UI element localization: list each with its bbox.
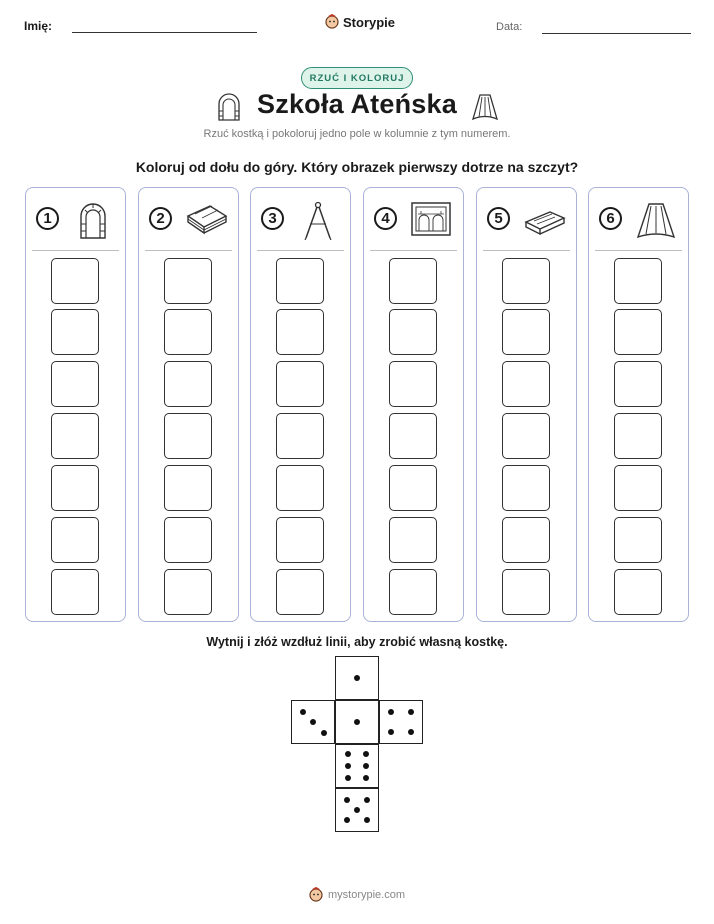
dice-pip bbox=[345, 763, 351, 769]
color-cell[interactable] bbox=[276, 569, 324, 615]
color-cell[interactable] bbox=[276, 465, 324, 511]
column-header bbox=[251, 188, 350, 250]
color-cell[interactable] bbox=[389, 465, 437, 511]
color-cell[interactable] bbox=[502, 517, 550, 563]
dice-pip bbox=[363, 775, 369, 781]
color-cell[interactable] bbox=[614, 413, 662, 459]
column-number: 1 bbox=[36, 207, 59, 230]
column-header bbox=[26, 188, 125, 250]
divider bbox=[370, 250, 457, 251]
color-cell[interactable] bbox=[614, 258, 662, 304]
name-label: Imię: bbox=[24, 19, 53, 33]
pie-mascot-icon bbox=[325, 14, 339, 30]
color-cell[interactable] bbox=[389, 361, 437, 407]
column-number: 4 bbox=[374, 207, 397, 230]
dice-pip bbox=[310, 719, 316, 725]
compass-icon bbox=[296, 200, 340, 240]
brand-name: Storypie bbox=[343, 14, 396, 30]
arch-icon bbox=[71, 200, 115, 240]
color-cell[interactable] bbox=[502, 309, 550, 355]
dice-pip bbox=[354, 675, 360, 681]
dice-face-4 bbox=[379, 700, 423, 744]
color-cell[interactable] bbox=[51, 569, 99, 615]
book-icon bbox=[184, 200, 228, 240]
column-3 bbox=[250, 187, 351, 622]
divider bbox=[32, 250, 119, 251]
color-cell[interactable] bbox=[502, 569, 550, 615]
dice-pip bbox=[388, 729, 394, 735]
color-cell[interactable] bbox=[502, 258, 550, 304]
color-cell[interactable] bbox=[389, 569, 437, 615]
color-cell[interactable] bbox=[614, 569, 662, 615]
color-cell[interactable] bbox=[276, 309, 324, 355]
color-cell[interactable] bbox=[276, 517, 324, 563]
color-cell[interactable] bbox=[51, 517, 99, 563]
dice-pip bbox=[345, 775, 351, 781]
dice-pip bbox=[354, 807, 360, 813]
column-number: 3 bbox=[261, 207, 284, 230]
color-cell[interactable] bbox=[164, 465, 212, 511]
pie-mascot-icon bbox=[309, 887, 323, 903]
instruction: Koloruj od dołu do góry. Który obrazek pierwszy dotrze na szczyt? bbox=[135, 159, 579, 175]
dice-pip bbox=[364, 797, 370, 803]
dice-face-5 bbox=[335, 788, 379, 832]
column-header bbox=[589, 188, 688, 250]
color-cell[interactable] bbox=[164, 517, 212, 563]
dice-pip bbox=[344, 797, 350, 803]
color-cell[interactable] bbox=[614, 309, 662, 355]
dice-pip bbox=[408, 709, 414, 715]
color-cell[interactable] bbox=[389, 413, 437, 459]
divider bbox=[257, 250, 344, 251]
column-number: 5 bbox=[487, 207, 510, 230]
dice-face-6 bbox=[335, 744, 379, 788]
color-cell[interactable] bbox=[389, 258, 437, 304]
tablet-icon bbox=[522, 200, 566, 240]
color-cell[interactable] bbox=[389, 517, 437, 563]
dice-face-1 bbox=[335, 700, 379, 744]
column-header bbox=[139, 188, 238, 250]
date-label: Data: bbox=[496, 21, 523, 33]
column-header bbox=[477, 188, 576, 250]
color-cell[interactable] bbox=[164, 569, 212, 615]
dice-pip bbox=[344, 817, 350, 823]
dice-pip bbox=[363, 763, 369, 769]
name-line[interactable] bbox=[72, 32, 257, 33]
color-cell[interactable] bbox=[51, 465, 99, 511]
color-cell[interactable] bbox=[276, 361, 324, 407]
dice-pip bbox=[388, 709, 394, 715]
painting-icon bbox=[409, 200, 453, 240]
page-title: Szkoła Ateńska bbox=[257, 89, 457, 119]
dice-pip bbox=[300, 709, 306, 715]
dice-pip bbox=[408, 729, 414, 735]
column-4 bbox=[363, 187, 464, 622]
date-line[interactable] bbox=[542, 33, 691, 34]
dice-pip bbox=[354, 719, 360, 725]
column-number: 2 bbox=[149, 207, 172, 230]
subtitle: Rzuć kostką i pokoloruj jedno pole w kolumnie z tym numerem. bbox=[203, 128, 511, 140]
color-cell[interactable] bbox=[164, 309, 212, 355]
dice-pip bbox=[321, 730, 327, 736]
brand-logo bbox=[325, 14, 395, 30]
color-cell[interactable] bbox=[614, 465, 662, 511]
divider bbox=[595, 250, 682, 251]
dice-pip bbox=[364, 817, 370, 823]
activity-badge: RZUĆ I KOLORUJ bbox=[301, 67, 413, 89]
divider bbox=[483, 250, 570, 251]
color-cell[interactable] bbox=[502, 465, 550, 511]
column-1 bbox=[25, 187, 126, 622]
color-cell[interactable] bbox=[164, 361, 212, 407]
column-header bbox=[364, 188, 463, 250]
color-cell[interactable] bbox=[502, 361, 550, 407]
cloak-icon bbox=[634, 200, 678, 240]
divider bbox=[145, 250, 232, 251]
column-6 bbox=[588, 187, 689, 622]
footer bbox=[0, 887, 714, 903]
column-2 bbox=[138, 187, 239, 622]
color-cell[interactable] bbox=[164, 258, 212, 304]
dice-face-1 bbox=[335, 656, 379, 700]
color-cell[interactable] bbox=[51, 361, 99, 407]
color-cell[interactable] bbox=[51, 309, 99, 355]
color-cell[interactable] bbox=[502, 413, 550, 459]
color-cell[interactable] bbox=[614, 361, 662, 407]
column-number: 6 bbox=[599, 207, 622, 230]
color-cell[interactable] bbox=[164, 413, 212, 459]
column-5 bbox=[476, 187, 577, 622]
color-cell[interactable] bbox=[276, 413, 324, 459]
dice-pip bbox=[363, 751, 369, 757]
footer-url: mystorypie.com bbox=[327, 889, 406, 901]
color-cell[interactable] bbox=[276, 258, 324, 304]
color-cell[interactable] bbox=[51, 258, 99, 304]
cloak-icon bbox=[470, 92, 500, 122]
cut-instruction: Wytnij i złóż wzdłuż linii, aby zrobić własną kostkę. bbox=[206, 635, 508, 649]
color-cell[interactable] bbox=[614, 517, 662, 563]
color-cell[interactable] bbox=[389, 309, 437, 355]
dice-pip bbox=[345, 751, 351, 757]
color-cell[interactable] bbox=[51, 413, 99, 459]
dice-face-3 bbox=[291, 700, 335, 744]
